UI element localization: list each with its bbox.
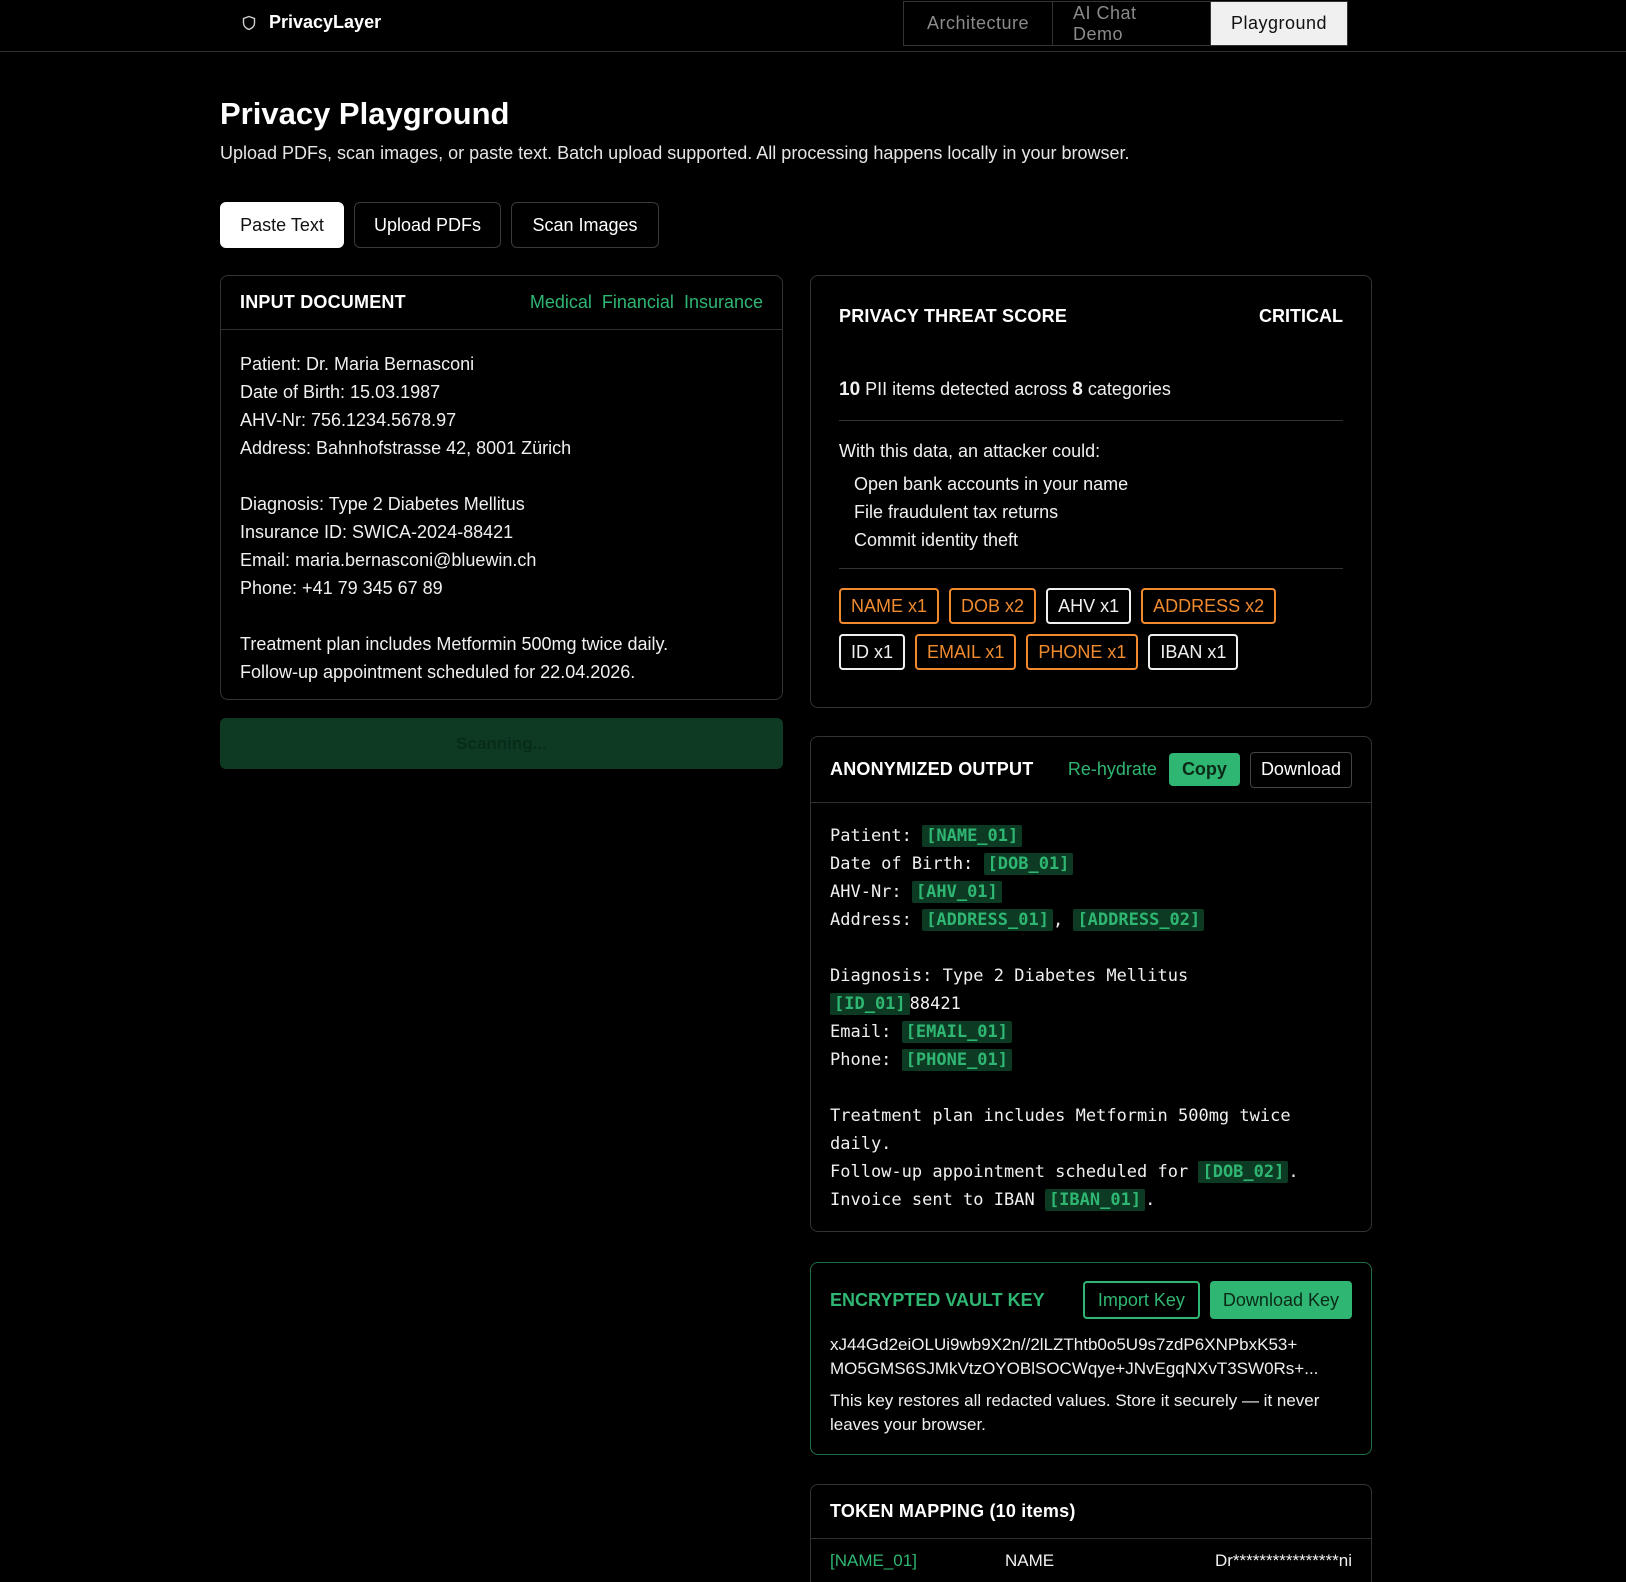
vault-key-text[interactable]	[830, 1333, 1352, 1381]
doc-line: Diagnosis: Type 2 Diabetes Mellitus	[240, 494, 525, 514]
mapping-header	[811, 1485, 1371, 1539]
output-title: ANONYMIZED OUTPUT	[830, 759, 1034, 779]
output-line	[830, 822, 1352, 850]
rehydrate-button[interactable]: Re-hydrate	[1067, 759, 1157, 779]
copy-button[interactable]: Copy	[1169, 753, 1240, 786]
anonymized-output-card	[810, 736, 1372, 1232]
mapping-token: [NAME_01]	[830, 1551, 917, 1570]
token-chip: [IBAN_01]	[1045, 1189, 1145, 1211]
nav-tab-ai-chat-demo[interactable]: AI Chat Demo	[1053, 2, 1211, 45]
mapping-type: NAME	[1005, 1551, 1055, 1570]
output-line	[830, 1074, 1352, 1102]
doc-line	[240, 462, 763, 490]
token-chip: [NAME_01]	[922, 825, 1022, 847]
output-text: Date of Birth:	[830, 854, 984, 874]
shield-icon	[241, 15, 257, 31]
sample-financial-link[interactable]: Financial	[601, 292, 674, 312]
output-line	[830, 1158, 1352, 1186]
output-line	[830, 1018, 1352, 1046]
token-chip: [ID_01]	[830, 993, 910, 1015]
privacy-threat-card	[810, 275, 1372, 708]
attacker-title: With this data, an attacker could:	[839, 441, 1101, 461]
threat-header	[839, 306, 1343, 327]
mapping-value: Dr****************ni	[1214, 1551, 1352, 1570]
output-text: AHV-Nr:	[830, 882, 912, 902]
output-text: Invoice sent to IBAN	[830, 1190, 1045, 1210]
output-line	[830, 906, 1352, 934]
brand-name: PrivacyLayer	[269, 12, 382, 32]
token-mapping-card	[810, 1484, 1372, 1582]
output-text: .	[1288, 1162, 1299, 1182]
threat-title: PRIVACY THREAT SCORE	[839, 306, 1068, 326]
token-chip: [AHV_01]	[912, 881, 1002, 903]
nav-tab-architecture[interactable]: Architecture	[904, 2, 1053, 45]
vault-key-line: MO5GMS6SJMkVtzOYOBlSOCWqye+JNvEgqNXvT3SW0Rs+...	[830, 1359, 1319, 1378]
pii-badge: ID x1	[839, 634, 905, 670]
output-header	[811, 737, 1371, 803]
pii-badge: DOB x2	[949, 588, 1036, 624]
output-line	[830, 850, 1352, 878]
token-chip: [DOB_02]	[1198, 1161, 1288, 1183]
pii-summary	[839, 379, 1343, 401]
divider	[839, 568, 1343, 569]
tab-paste-text[interactable]: Paste Text	[220, 202, 344, 248]
doc-line: Treatment plan includes Metformin 500mg twice daily.	[240, 634, 669, 654]
input-document-card	[220, 275, 783, 700]
tab-upload-pdfs[interactable]: Upload PDFs	[354, 202, 501, 248]
vault-key-card	[810, 1262, 1372, 1455]
output-actions	[1068, 752, 1352, 788]
output-line	[830, 934, 1352, 962]
category-count: 8	[1072, 379, 1083, 400]
attacker-item: Commit identity theft	[854, 530, 1019, 550]
pii-badge: NAME x1	[839, 588, 939, 624]
brand[interactable]	[241, 12, 381, 33]
scan-button[interactable]: Scanning...	[220, 718, 783, 769]
page-subtitle: Upload PDFs, scan images, or paste text. Batch upload supported. All processing happens locally in your browser.	[220, 143, 1130, 163]
sample-medical-link[interactable]: Medical	[529, 292, 592, 312]
table-row	[811, 1539, 1371, 1582]
sample-links	[530, 292, 763, 313]
vault-key-line: xJ44Gd2eiOLUi9wb9X2n//2lLZThtb0o5U9s7zdP6XNPbxK53+	[830, 1335, 1298, 1354]
pii-badge: EMAIL x1	[915, 634, 1016, 670]
doc-line: Address: Bahnhofstrasse 42, 8001 Zürich	[240, 438, 572, 458]
attacker-item: File fraudulent tax returns	[854, 502, 1059, 522]
output-line	[830, 990, 1352, 1018]
import-key-button[interactable]: Import Key	[1083, 1281, 1200, 1319]
output-text: ,	[1052, 910, 1074, 930]
token-chip: [ADDRESS_01]	[922, 909, 1053, 931]
input-document-title: INPUT DOCUMENT	[240, 292, 406, 312]
pii-badge: IBAN x1	[1148, 634, 1238, 670]
token-chip: [DOB_01]	[984, 853, 1074, 875]
attacker-list	[839, 470, 1343, 554]
pii-summary-text-end: categories	[1082, 379, 1171, 399]
output-line	[830, 1186, 1352, 1214]
download-key-button[interactable]: Download Key	[1210, 1281, 1352, 1319]
output-text: Address:	[830, 910, 923, 930]
pii-count: 10	[839, 379, 861, 400]
tab-scan-images[interactable]: Scan Images	[511, 202, 659, 248]
token-chip: [ADDRESS_02]	[1073, 909, 1204, 931]
output-text: 88421	[909, 994, 961, 1014]
attacker-item: Open bank accounts in your name	[854, 474, 1129, 494]
anonymized-text	[811, 803, 1371, 1233]
doc-line: Email: maria.bernasconi@bluewin.ch	[240, 550, 537, 570]
input-textarea[interactable]	[221, 330, 782, 706]
output-text: Phone:	[830, 1050, 902, 1070]
download-button[interactable]: Download	[1250, 752, 1352, 788]
pii-badge: PHONE x1	[1026, 634, 1138, 670]
doc-line: Date of Birth: 15.03.1987	[240, 382, 441, 402]
token-chip: [PHONE_01]	[902, 1049, 1012, 1071]
doc-line	[240, 602, 763, 630]
vault-note: This key restores all redacted values. Store it securely — it never leaves your browser.	[830, 1391, 1320, 1434]
output-text: Email:	[830, 1022, 902, 1042]
vault-actions	[1083, 1281, 1352, 1319]
threat-level: CRITICAL	[1259, 306, 1343, 326]
output-text: Diagnosis: Type 2 Diabetes Mellitus	[830, 966, 1189, 986]
vault-header	[830, 1281, 1352, 1319]
output-text: Follow-up appointment scheduled for	[830, 1162, 1199, 1182]
output-line	[830, 878, 1352, 906]
vault-title: ENCRYPTED VAULT KEY	[830, 1289, 1045, 1310]
pii-summary-text: PII items detected across	[860, 379, 1073, 399]
main-nav	[903, 1, 1348, 46]
doc-line: Follow-up appointment scheduled for 22.04.2026.	[240, 662, 636, 682]
doc-line: AHV-Nr: 756.1234.5678.97	[240, 410, 457, 430]
pii-badges	[839, 588, 1349, 670]
output-text: .	[1145, 1190, 1156, 1210]
top-bar	[0, 0, 1626, 52]
doc-line: Insurance ID: SWICA-2024-88421	[240, 522, 514, 542]
mode-tabs	[220, 202, 659, 248]
input-document-header	[221, 276, 782, 330]
sample-insurance-link[interactable]: Insurance	[683, 292, 763, 312]
doc-line: Phone: +41 79 345 67 89	[240, 578, 443, 598]
nav-tab-playground[interactable]: Playground	[1211, 2, 1347, 45]
output-line	[830, 1102, 1352, 1130]
output-line	[830, 1046, 1352, 1074]
mapping-title: TOKEN MAPPING (10 items)	[830, 1501, 1076, 1521]
output-text: Patient:	[830, 826, 923, 846]
output-text: daily.	[830, 1134, 892, 1154]
output-text: Treatment plan includes Metformin 500mg twice	[830, 1106, 1291, 1126]
page-title: Privacy Playground	[220, 96, 510, 131]
token-chip: [EMAIL_01]	[902, 1021, 1012, 1043]
output-line	[830, 1130, 1352, 1158]
pii-badge: AHV x1	[1046, 588, 1131, 624]
pii-badge: ADDRESS x2	[1141, 588, 1276, 624]
doc-line: Patient: Dr. Maria Bernasconi	[240, 354, 475, 374]
output-line	[830, 962, 1352, 990]
divider	[839, 420, 1343, 421]
